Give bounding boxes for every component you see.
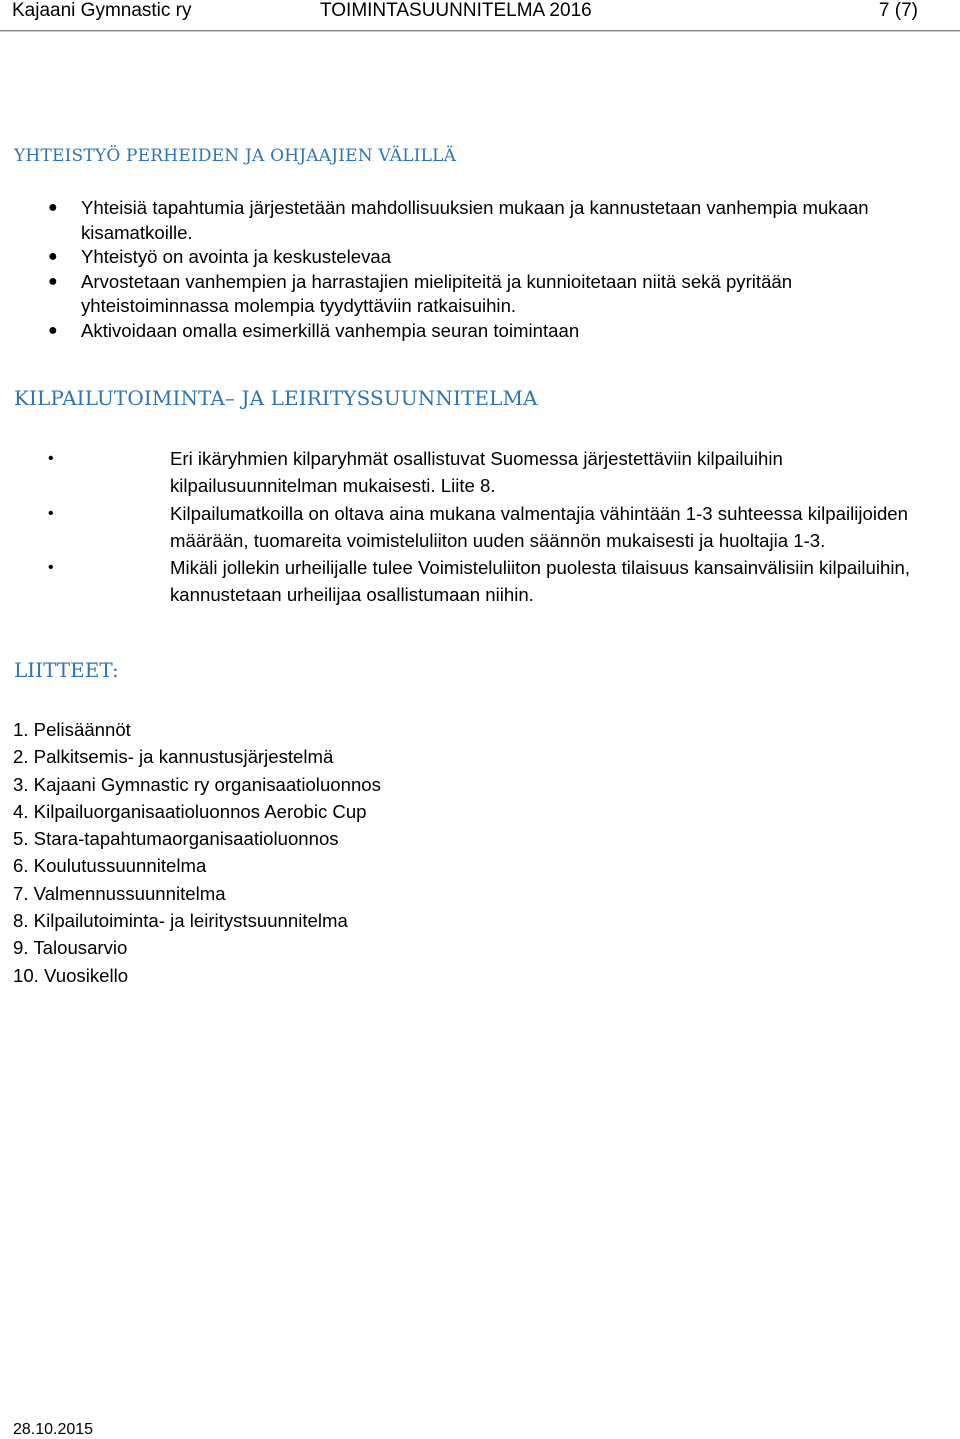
attachment-item: 3. Kajaani Gymnastic ry organisaatioluonnos <box>13 773 381 795</box>
header-organization: Kajaani Gymnastic ry <box>12 0 192 21</box>
list-item <box>0 445 930 500</box>
list-item <box>0 554 930 609</box>
header-divider <box>0 30 960 32</box>
bullet-icon: • <box>48 504 54 522</box>
attachment-item: 2. Palkitsemis- ja kannustusjärjestelmä <box>13 746 334 768</box>
cooperation-list <box>0 196 900 343</box>
list-item <box>0 270 900 319</box>
list-item-text: Yhteistyö on avointa ja keskustelevaa <box>81 246 392 267</box>
bullet-icon: ● <box>48 272 58 290</box>
list-item-text: Eri ikäryhmien kilparyhmät osallistuvat Suomessa järjestettäviin kilpailuihin kilpailusuunnitelman mukaisesti. Liite 8. <box>170 448 783 497</box>
list-item-text: Aktivoidaan omalla esimerkillä vanhempia seuran toimintaan <box>81 319 580 341</box>
attachment-item: 5. Stara-tapahtumaorganisaatioluonnos <box>13 828 339 850</box>
header-document-title: TOIMINTASUUNNITELMA 2016 <box>320 0 592 21</box>
section-heading-cooperation: YHTEISTYÖ PERHEIDEN JA OHJAAJIEN VÄLILLÄ <box>14 146 457 166</box>
list-item <box>0 245 900 270</box>
list-item-text: Mikäli jollekin urheilijalle tulee Voimisteluliiton puolesta tilaisuus kansainvälisiin kilpailuihin, kannustetaan urheilijaa osallistumaan niihin. <box>170 557 910 606</box>
list-item-text: Yhteisiä tapahtumia järjestetään mahdollisuuksien mukaan ja kannustetaan vanhempia mukaan kisamatkoille. <box>81 197 869 243</box>
attachment-item: 10. Vuosikello <box>13 964 129 986</box>
list-item-text: Arvostetaan vanhempien ja harrastajien mielipiteitä ja kunnioitetaan niitä sekä pyritään yhteistoiminnassa molempia tyydyttäviin ratkaisuihin. <box>81 270 793 316</box>
attachment-item: 8. Kilpailutoiminta- ja leiritystsuunnitelma <box>13 910 348 932</box>
bullet-icon: • <box>48 450 54 467</box>
section-heading-attachments: LIITTEET: <box>14 658 119 682</box>
attachment-item: 4. Kilpailuorganisaatioluonnos Aerobic Cup <box>13 800 367 822</box>
attachment-item: 9. Talousarvio <box>13 937 128 959</box>
bullet-icon: ● <box>48 248 58 265</box>
attachment-item: 1. Pelisäännöt <box>13 719 131 740</box>
list-item <box>0 319 900 344</box>
competition-list <box>0 445 930 609</box>
list-item <box>0 196 900 245</box>
bullet-icon: • <box>48 559 54 577</box>
attachment-item: 7. Valmennussuunnitelma <box>13 882 226 904</box>
page-header <box>0 0 960 26</box>
footer-date: 28.10.2015 <box>13 1421 94 1438</box>
list-item <box>0 500 930 555</box>
section-heading-competition: KILPAILUTOIMINTA– JA LEIRITYSSUUNNITELMA <box>14 386 538 410</box>
list-item-text: Kilpailumatkoilla on oltava aina mukana valmentajia vähintään 1-3 suhteessa kilpailijoiden määrään, tuomareita voimisteluliiton uuden säännön mukaisesti ja huoltajia 1-3. <box>170 502 908 551</box>
bullet-icon: ● <box>48 321 58 339</box>
attachment-item: 6. Koulutussuunnitelma <box>13 855 207 877</box>
attachments-list <box>13 716 381 989</box>
header-page-number: 7 (7) <box>878 0 918 21</box>
bullet-icon: ● <box>48 199 58 216</box>
